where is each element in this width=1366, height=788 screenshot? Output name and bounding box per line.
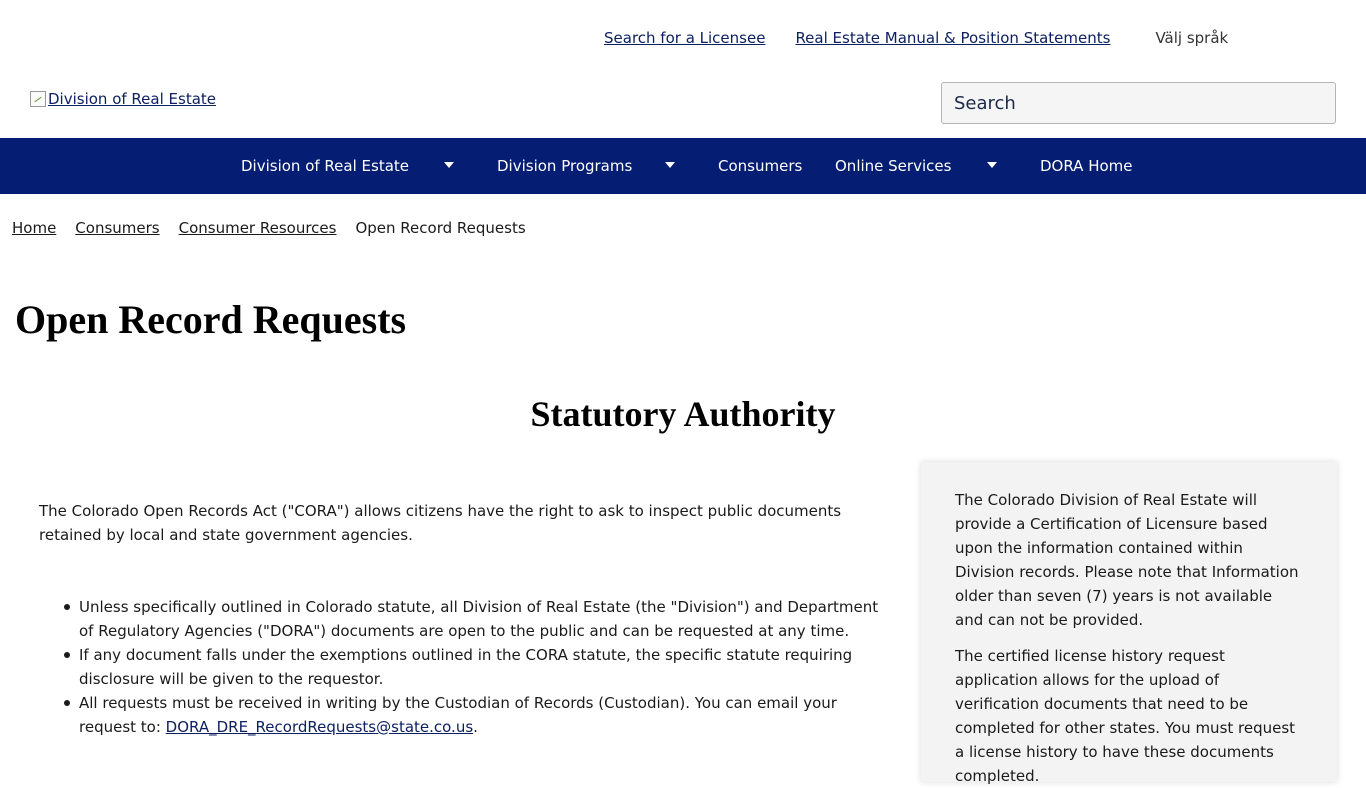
breadcrumb-home[interactable]: Home (12, 219, 57, 237)
chevron-down-icon[interactable] (987, 162, 997, 168)
intro-paragraph: The Colorado Open Records Act ("CORA") allows citizens have the right to ask to inspect public documents retained by local and state government agencies. (39, 502, 842, 544)
logo-alt-text: Division of Real Estate (48, 90, 217, 108)
nav-item-dora-home[interactable]: DORA Home (1040, 157, 1133, 175)
list-item: If any document falls under the exemptions outlined in the CORA statute, the specific statute requiring disclosure will be given to the requestor. (79, 643, 879, 691)
nav-item-consumers[interactable]: Consumers (718, 157, 803, 175)
sidebar-paragraph: The certified license history request application allows for the upload of verification documents that need to be completed for other states. You must request a license history to have these documents completed. (955, 647, 1296, 785)
list-item (79, 691, 879, 739)
main-navigation (0, 138, 1366, 194)
list-item-suffix: . (473, 718, 478, 736)
email-link[interactable]: DORA_DRE_RecordRequests@state.co.us (165, 718, 474, 736)
chevron-down-icon[interactable] (665, 162, 675, 168)
site-logo-link[interactable] (30, 90, 216, 108)
breadcrumb-current: Open Record Requests (355, 219, 526, 237)
search-licensee-link[interactable]: Search for a Licensee (604, 29, 766, 47)
list-item: Unless specifically outlined in Colorado statute, all Division of Real Estate (the "Division") and Department of Regulatory Agencies ("DORA") documents are open to the public and can be requested at any time. (79, 595, 879, 643)
real-estate-manual-link[interactable]: Real Estate Manual & Position Statements (795, 29, 1111, 47)
list-item-text: All requests must be received in writing by the Custodian of Records (Custodian). You can email your request to: (79, 694, 837, 736)
nav-item-division-of-real-estate[interactable]: Division of Real Estate (241, 157, 410, 175)
breadcrumb (12, 219, 526, 237)
sidebar-paragraph: The Colorado Division of Real Estate will provide a Certification of Licensure based upon the information contained within Division records. Please note that Information older than seven (7) years is not available and can not be provided. (955, 491, 1299, 629)
section-title: Statutory Authority (530, 394, 836, 434)
info-sidebar (921, 462, 1337, 785)
utility-bar (604, 27, 1228, 49)
search-input[interactable] (941, 82, 1336, 124)
breadcrumb-consumers[interactable]: Consumers (75, 219, 160, 237)
nav-item-division-programs[interactable]: Division Programs (497, 157, 633, 175)
broken-image-icon (30, 91, 46, 107)
requirements-list (79, 595, 879, 739)
chevron-down-icon[interactable] (444, 162, 454, 168)
nav-item-online-services[interactable]: Online Services (835, 157, 952, 175)
breadcrumb-consumer-resources[interactable]: Consumer Resources (178, 219, 337, 237)
page-title: Open Record Requests (15, 297, 407, 342)
language-selector[interactable]: Välj språk (1155, 29, 1229, 47)
